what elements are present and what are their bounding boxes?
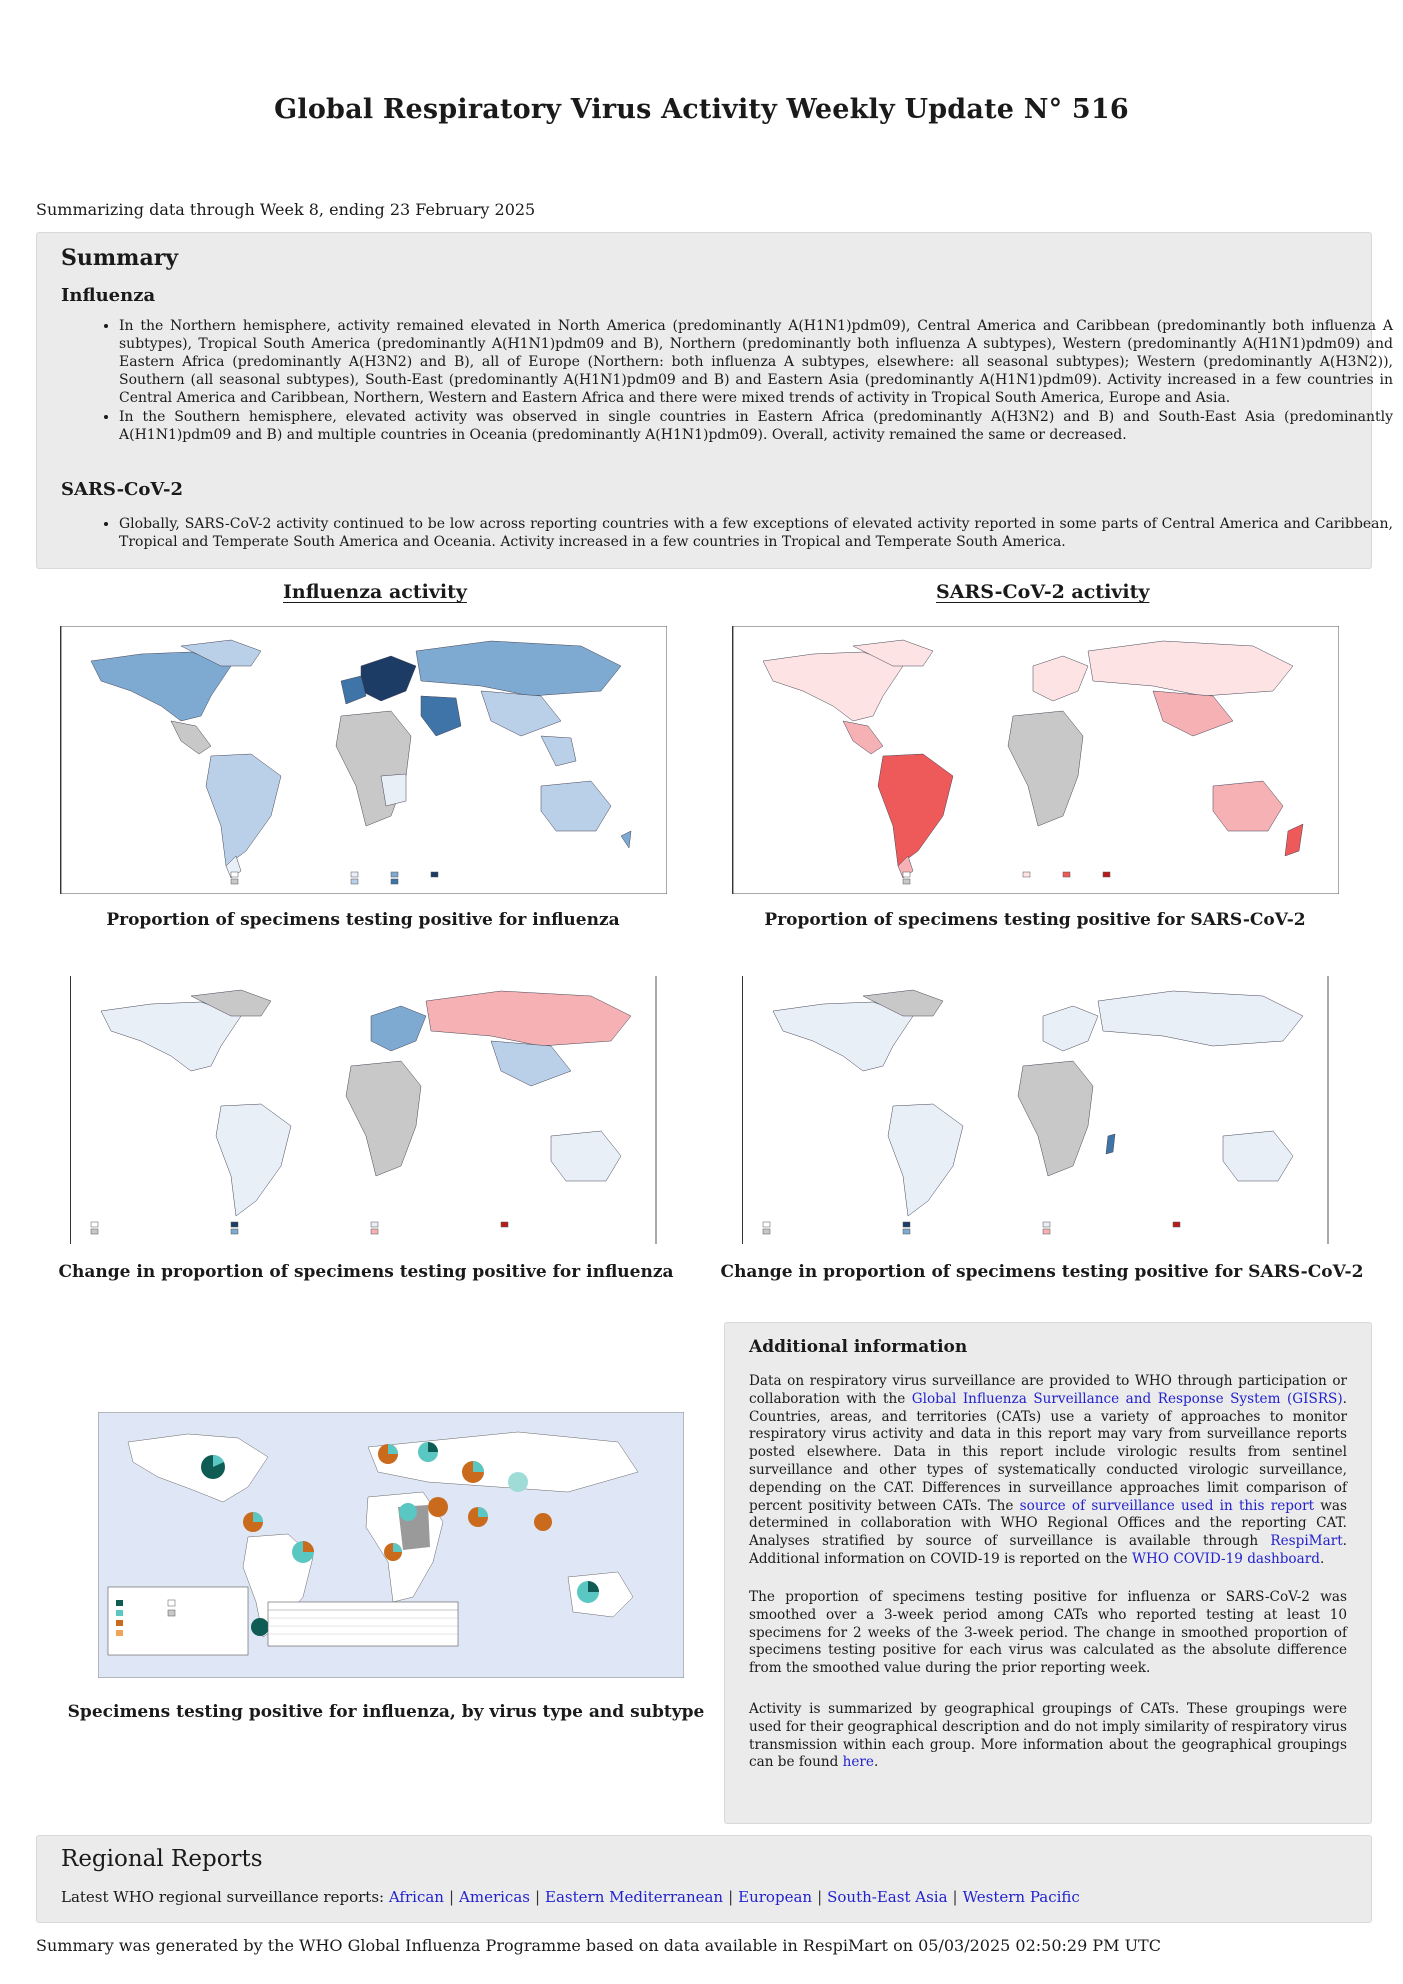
influenza-proportion-map	[60, 626, 667, 894]
list-item: • In the Southern hemisphere, elevated activity was observed in single countries in Eastern Africa (predominantly A(H3N2) and B) and South-East Asia (predominantly A(H1N1)pdm09 and B) and multiple countries in Oceania (predominantly A(H1N1)pdm09). Overall, activity remained the same or decreased.	[119, 408, 1393, 444]
regional-link-eastern-mediterranean[interactable]: Eastern Mediterranean	[545, 1888, 724, 1906]
paragraph-text: . Additional information on COVID-19 is reported on the	[749, 1533, 1347, 1567]
regional-link-south-east-asia[interactable]: South-East Asia	[827, 1888, 948, 1906]
respimart-link[interactable]: RespiMart	[1270, 1533, 1343, 1550]
influenza-change-map	[70, 976, 657, 1244]
sars-cov-2-change-map	[742, 976, 1329, 1244]
summary-heading: Summary	[61, 245, 179, 271]
influenza-activity-heading: Influenza activity	[283, 581, 467, 603]
summary-box	[36, 232, 1393, 569]
paragraph-text: Data on respiratory virus surveillance are provided to WHO through participation or collaboration with the	[749, 1373, 1347, 1407]
regional-lead-text: Latest WHO regional surveillance reports:	[61, 1888, 385, 1906]
sars-cov-2-activity-heading: SARS-CoV-2 activity	[936, 581, 1150, 603]
sars-cov-2-proportion-caption: Proportion of specimens testing positive for SARS-CoV-2	[764, 910, 1306, 930]
regional-link-european[interactable]: European	[738, 1888, 813, 1906]
sars-cov-2-summary-list	[97, 515, 1393, 552]
sars-cov-2-proportion-map	[732, 626, 1339, 894]
influenza-heading: Influenza	[61, 285, 156, 306]
paragraph-text: was determined in collaboration with WHO Regional Offices and the reporting CAT. Analyses stratified by source of surveillance is available through	[749, 1497, 1347, 1550]
footer-note: Summary was generated by the WHO Global Influenza Programme based on data available in RespiMart on 05/03/2025 02:50:29 PM UTC	[36, 1936, 1161, 1955]
influenza-subtype-caption: Specimens testing positive for influenza, by virus type and subtype	[67, 1702, 705, 1722]
page-title: Global Respiratory Virus Activity Weekly Update N° 516	[274, 94, 1129, 125]
influenza-subtype-map	[98, 1412, 684, 1678]
regional-links: Latest WHO regional surveillance reports: African | Americas | Eastern Mediterranean | European | South-East Asia | Western Pacific	[61, 1888, 1080, 1906]
surveillance-paragraph	[749, 1373, 1347, 1569]
gisrs-link[interactable]: Global Influenza Surveillance and Response System (GISRS)	[911, 1390, 1343, 1407]
regional-link-americas[interactable]: Americas	[459, 1888, 530, 1906]
regional-reports-box	[36, 1835, 1372, 1923]
report-period: Summarizing data through Week 8, ending 23 February 2025	[36, 200, 536, 219]
paragraph-text: .	[1319, 1550, 1325, 1567]
list-item: • Globally, SARS-CoV-2 activity continued to be low across reporting countries with a few exceptions of elevated activity reported in some parts of Central America and Caribbean, Tropical and Temperate South America and Oceania. Activity increased in a few countries in Tropical and Temperate South America.	[119, 515, 1393, 551]
influenza-summary-list	[97, 317, 1393, 445]
regional-link-western-pacific[interactable]: Western Pacific	[962, 1888, 1080, 1906]
additional-information-box	[724, 1322, 1372, 1824]
groupings-paragraph	[749, 1701, 1347, 1772]
sars-cov-2-change-caption: Change in proportion of specimens testing positive for SARS-CoV-2	[720, 1262, 1364, 1282]
surveillance-source-link[interactable]: source of surveillance used in this report	[1019, 1497, 1315, 1514]
influenza-proportion-caption: Proportion of specimens testing positive for influenza	[106, 910, 620, 930]
regional-link-african[interactable]: African	[388, 1888, 444, 1906]
covid-dashboard-link[interactable]: WHO COVID-19 dashboard	[1132, 1550, 1320, 1567]
list-item: • In the Northern hemisphere, activity remained elevated in North America (predominantly A(H1N1)pdm09), Central America and Caribbean (predominantly both influenza A subtypes), Tropical South America (predominantly A(H1N1)pdm09 and B), Northern (predominantly both influenza A subtypes), Western (predominantly A(H1N1)pdm09) and Eastern Africa (predominantly A(H3N2) and B), all of Europe (Northern: both influenza A subtypes, elsewhere: all seasonal subtypes); Western (predominantly A(H3N2)), Southern (all seasonal subtypes), South-East (predominantly A(H1N1)pdm09 and B) and Eastern Asia (predominantly A(H1N1)pdm09). Activity increased in a few countries in Central America and Caribbean, Northern, Western and Eastern Africa and there were mixed trends of activity in Tropical South America, Europe and Asia.	[119, 317, 1393, 407]
paragraph-text: .	[873, 1754, 879, 1771]
regional-reports-heading: Regional Reports	[61, 1846, 263, 1872]
additional-information-heading: Additional information	[749, 1337, 968, 1357]
influenza-change-caption: Change in proportion of specimens testing positive for influenza	[58, 1262, 674, 1282]
paragraph-text: . Countries, areas, and territories (CATs) use a variety of approaches to monitor respiratory virus activity and data in this report may vary from surveillance reports posted elsewhere. Data in this report include virologic results from sentinel surveillance and other types of systematically conducted virologic surveillance, depending on the CAT. Differences in surveillance approaches limit comparison of percent positivity between CATs. The	[749, 1390, 1347, 1514]
paragraph-text: Activity is summarized by geographical groupings of CATs. These groupings were used for their geographical description and do not imply similarity of respiratory virus transmission within each group. More information about the geographical groupings can be found	[749, 1701, 1347, 1771]
sars-cov-2-heading: SARS-CoV-2	[61, 479, 184, 500]
methodology-paragraph: The proportion of specimens testing positive for influenza or SARS-CoV-2 was smoothed over a 3-week period among CATs who reported testing at least 10 specimens for 2 weeks of the 3-week period. The change in smoothed proportion of specimens testing positive for each virus was calculated as the absolute difference from the smoothed value during the prior reporting week.	[749, 1589, 1347, 1677]
groupings-here-link[interactable]: here	[842, 1754, 874, 1771]
